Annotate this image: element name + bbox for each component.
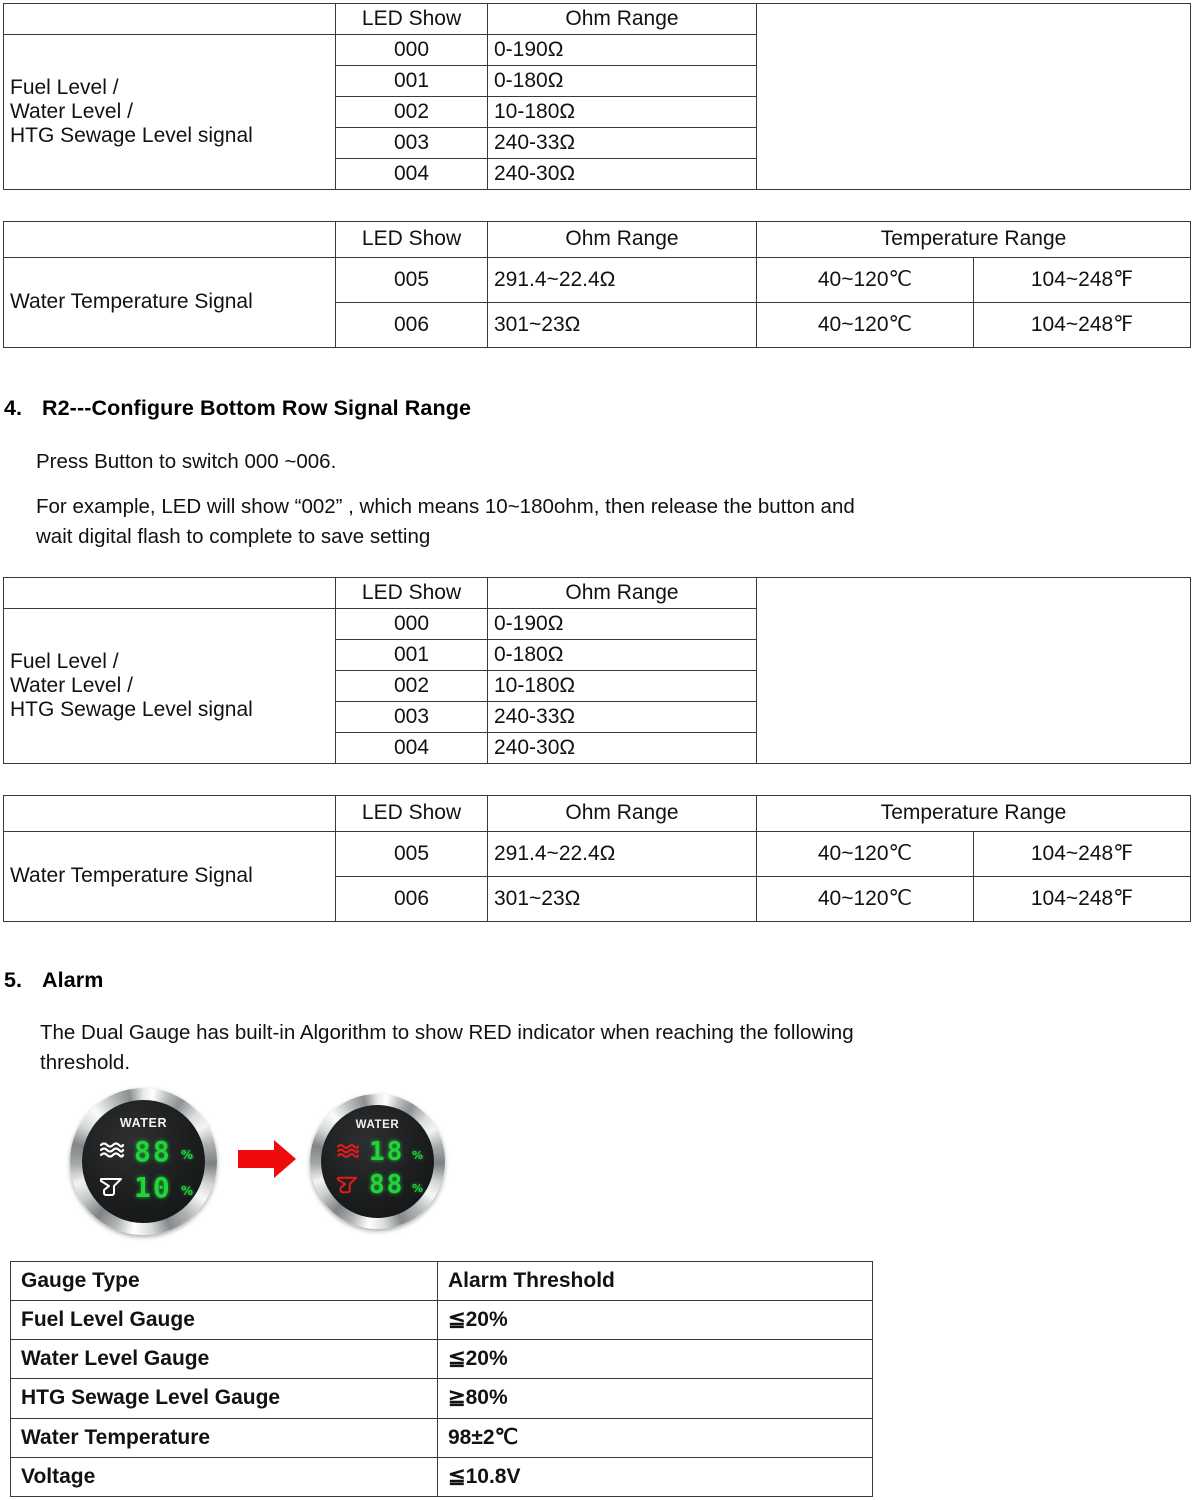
label-line-htg-sewage: HTG Sewage Level signal (10, 124, 253, 148)
table-row (11, 1457, 873, 1496)
cell-gauge-type: Water Level Gauge (11, 1340, 438, 1379)
right-arrow-icon (238, 1138, 298, 1180)
cell-led-show: 004 (336, 733, 488, 764)
cell-gauge-type: Voltage (11, 1457, 438, 1496)
section-4-paragraph-2-line-1: For example, LED will show “002” , which means 10~180ohm, then release the button and (36, 495, 855, 518)
section-4-title: R2---Configure Bottom Row Signal Range (42, 396, 472, 420)
cell-gauge-type: Water Temperature (11, 1418, 438, 1457)
column-header-temperature-range: Temperature Range (757, 222, 1191, 258)
water-wave-icon (99, 1140, 125, 1165)
section-5-paragraph (40, 1018, 1040, 1079)
table-header-row (4, 222, 1191, 258)
cell-ohm-range: 240-30Ω (488, 159, 757, 190)
cell-led-show: 003 (336, 702, 488, 733)
transition-arrow (238, 1138, 298, 1180)
gauge-illustration (60, 1080, 480, 1240)
section-4-heading (4, 396, 471, 421)
empty-corner-cell (4, 578, 336, 609)
cell-temp-celsius: 40~120℃ (757, 258, 974, 303)
gauge-alarm-top-unit: % (412, 1149, 424, 1162)
cell-led-show: 001 (336, 640, 488, 671)
table-row (11, 1379, 873, 1418)
cell-ohm-range: 240-33Ω (488, 702, 757, 733)
cell-temp-fahrenheit: 104~248℉ (974, 258, 1191, 303)
section-5-number: 5. (4, 968, 23, 992)
column-header-ohm-range: Ohm Range (488, 796, 757, 832)
cell-ohm-range: 240-33Ω (488, 128, 757, 159)
cell-temp-fahrenheit: 104~248℉ (974, 303, 1191, 348)
gauge-normal-bottom-unit: % (181, 1184, 194, 1198)
gauge-alarm (310, 1094, 445, 1229)
section-5-paragraph-line-1: The Dual Gauge has built-in Algorithm to show RED indicator when reaching the following (40, 1021, 854, 1044)
column-header-alarm-threshold: Alarm Threshold (438, 1262, 873, 1301)
empty-corner-cell (4, 4, 336, 35)
table-header-row (4, 796, 1191, 832)
sewage-tank-icon (336, 1175, 358, 1200)
column-header-ohm-range: Ohm Range (488, 4, 757, 35)
label-line-water-level: Water Level / (10, 99, 133, 123)
cell-led-show: 005 (336, 258, 488, 303)
section-4-paragraph-1: Press Button to switch 000 ~006. (36, 450, 337, 473)
cell-ohm-range: 240-30Ω (488, 733, 757, 764)
gauge-alarm-bottom-unit: % (412, 1182, 424, 1195)
row-label-level-signals (4, 35, 336, 190)
column-header-led-show: LED Show (336, 578, 488, 609)
table-row (4, 832, 1191, 877)
cell-led-show: 002 (336, 97, 488, 128)
cell-ohm-range: 301~23Ω (488, 877, 757, 922)
cell-led-show: 003 (336, 128, 488, 159)
level-signal-range-table-top (3, 3, 1191, 190)
table-row (11, 1301, 873, 1340)
cell-alarm-threshold: ≧80% (438, 1379, 873, 1418)
row-label-water-temperature-signal: Water Temperature Signal (4, 258, 336, 348)
section-4-paragraph-2 (36, 492, 1076, 553)
section-5-paragraph-line-2: threshold. (40, 1051, 131, 1075)
cell-led-show: 004 (336, 159, 488, 190)
cell-ohm-range: 0-180Ω (488, 640, 757, 671)
gauge-normal (70, 1088, 217, 1235)
cell-ohm-range: 301~23Ω (488, 303, 757, 348)
column-header-led-show: LED Show (336, 796, 488, 832)
column-header-temperature-range: Temperature Range (757, 796, 1191, 832)
cell-led-show: 006 (336, 877, 488, 922)
section-5-title: Alarm (42, 968, 104, 992)
table-header-row (4, 578, 1191, 609)
table-row (11, 1418, 873, 1457)
gauge-alarm-face (321, 1105, 434, 1218)
water-wave-icon (336, 1142, 360, 1165)
label-line-fuel-level: Fuel Level / (10, 75, 119, 99)
gauge-normal-face (82, 1100, 205, 1223)
sewage-tank-icon (99, 1176, 123, 1203)
cell-temp-celsius: 40~120℃ (757, 832, 974, 877)
row-label-water-temperature-signal: Water Temperature Signal (4, 832, 336, 922)
empty-spacer-column (757, 578, 1191, 764)
cell-led-show: 000 (336, 609, 488, 640)
row-label-level-signals (4, 609, 336, 764)
column-header-led-show: LED Show (336, 4, 488, 35)
water-temperature-range-table-bottom (3, 795, 1191, 922)
gauge-normal-bottom-value: 10 (134, 1171, 172, 1204)
gauge-normal-top-unit: % (181, 1148, 194, 1162)
cell-ohm-range: 0-180Ω (488, 66, 757, 97)
cell-gauge-type: Fuel Level Gauge (11, 1301, 438, 1340)
cell-ohm-range: 291.4~22.4Ω (488, 258, 757, 303)
cell-ohm-range: 291.4~22.4Ω (488, 832, 757, 877)
cell-alarm-threshold: 98±2℃ (438, 1418, 873, 1457)
gauge-alarm-bottom-value: 88 (369, 1170, 405, 1200)
section-4-number: 4. (4, 396, 23, 420)
cell-temp-celsius: 40~120℃ (757, 877, 974, 922)
cell-led-show: 002 (336, 671, 488, 702)
section-5-heading (4, 968, 103, 993)
cell-ohm-range: 0-190Ω (488, 35, 757, 66)
column-header-led-show: LED Show (336, 222, 488, 258)
section-4-paragraph-2-line-2: wait digital flash to complete to save setting (36, 525, 431, 549)
table-row (11, 1340, 873, 1379)
cell-ohm-range: 10-180Ω (488, 97, 757, 128)
empty-spacer-column (757, 4, 1191, 190)
empty-corner-cell (4, 796, 336, 832)
cell-ohm-range: 10-180Ω (488, 671, 757, 702)
gauge-alarm-title: WATER (355, 1119, 400, 1131)
table-header-row (4, 4, 1191, 35)
cell-alarm-threshold: ≦20% (438, 1301, 873, 1340)
cell-temp-celsius: 40~120℃ (757, 303, 974, 348)
table-row (4, 258, 1191, 303)
gauge-normal-title: WATER (119, 1116, 168, 1130)
gauge-alarm-top-value: 18 (369, 1137, 405, 1167)
label-line-fuel-level: Fuel Level / (10, 649, 119, 673)
cell-temp-fahrenheit: 104~248℉ (974, 877, 1191, 922)
column-header-ohm-range: Ohm Range (488, 578, 757, 609)
cell-led-show: 001 (336, 66, 488, 97)
water-temperature-range-table-top (3, 221, 1191, 348)
column-header-ohm-range: Ohm Range (488, 222, 757, 258)
cell-alarm-threshold: ≦20% (438, 1340, 873, 1379)
cell-temp-fahrenheit: 104~248℉ (974, 832, 1191, 877)
cell-alarm-threshold: ≦10.8V (438, 1457, 873, 1496)
gauge-normal-top-value: 88 (134, 1135, 172, 1168)
alarm-threshold-table (10, 1261, 873, 1497)
cell-gauge-type: HTG Sewage Level Gauge (11, 1379, 438, 1418)
cell-led-show: 005 (336, 832, 488, 877)
empty-corner-cell (4, 222, 336, 258)
table-header-row (11, 1262, 873, 1301)
cell-led-show: 000 (336, 35, 488, 66)
label-line-water-level: Water Level / (10, 673, 133, 697)
column-header-gauge-type: Gauge Type (11, 1262, 438, 1301)
label-line-htg-sewage: HTG Sewage Level signal (10, 698, 253, 722)
cell-ohm-range: 0-190Ω (488, 609, 757, 640)
level-signal-range-table-bottom (3, 577, 1191, 764)
cell-led-show: 006 (336, 303, 488, 348)
